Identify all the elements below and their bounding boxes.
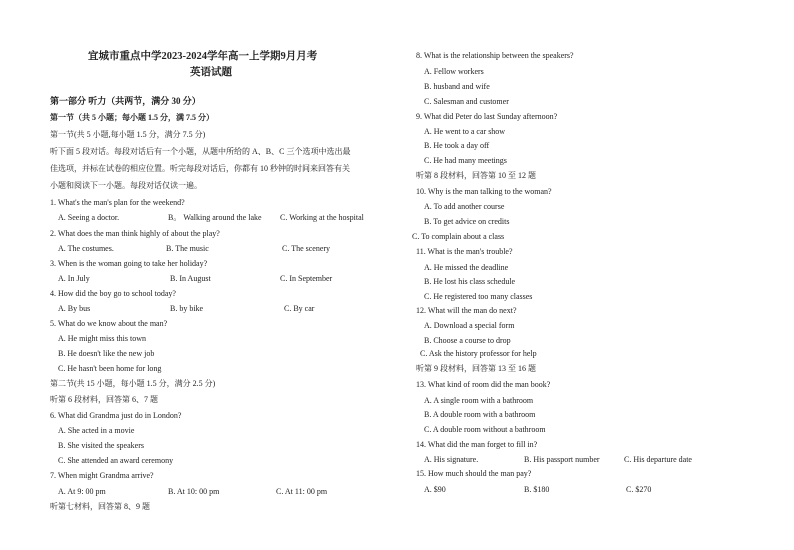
option-13c: C. A double room without a bathroom <box>424 425 546 434</box>
option-10b: B. To get advice on credits <box>424 217 510 226</box>
option-6a: A. She acted in a movie <box>58 426 135 435</box>
option-4a: A. By bus <box>58 304 91 313</box>
option-7b: B. At 10: 00 pm <box>168 487 220 496</box>
question-8: 8. What is the relationship between the speakers? <box>416 51 574 60</box>
option-15b: B. $180 <box>524 485 550 494</box>
question-15: 15. How much should the man pay? <box>416 469 532 478</box>
question-9: 9. What did Peter do last Sunday afternoon? <box>416 112 558 121</box>
option-8c: C. Salesman and customer <box>424 97 509 106</box>
question-13: 13. What kind of room did the man book? <box>416 380 551 389</box>
option-15a: A. $90 <box>424 485 446 494</box>
option-12c: C. Ask the history professor for help <box>420 349 537 358</box>
option-2a: A. The costumes. <box>58 244 114 253</box>
question-3: 3. When is the woman going to take her holiday? <box>50 259 208 268</box>
exam-title: 宜城市重点中学2023-2024学年高一上学期9月月考 <box>88 51 318 62</box>
question-10: 10. Why is the man talking to the woman? <box>416 187 552 196</box>
option-13b: B. A double room with a bathroom <box>424 410 536 419</box>
listening-instruction: 听第 8 段材料，回答第 10 至 12 题 <box>416 171 536 180</box>
option-2b: B. The music <box>166 244 209 253</box>
instructions-line: 听下面 5 段对话。每段对话后有一个小题，从题中所给的 A、B、C 三个选项中选出最 <box>50 147 351 156</box>
option-10a: A. To add another course <box>424 202 505 211</box>
option-3a: A. In July <box>58 274 90 283</box>
option-15c: C. $270 <box>626 485 652 494</box>
question-12: 12. What will the man do next? <box>416 306 517 315</box>
option-5c: C. He hasn't been home for long <box>58 364 162 373</box>
option-14a: A. His signature. <box>424 455 479 464</box>
instructions-line: 小题和阅读下一小题。每段对话仅读一遍。 <box>50 181 202 190</box>
option-9a: A. He went to a car show <box>424 127 506 136</box>
question-4: 4. How did the boy go to school today? <box>50 289 176 298</box>
section1-heading-bold: 第一节（共 5 小题；每小题 1.5 分，满 7.5 分） <box>50 113 214 122</box>
option-10c: C. To complain about a class <box>412 232 505 241</box>
option-4c: C. By car <box>284 304 315 313</box>
option-6b: B. She visited the speakers <box>58 441 144 450</box>
part1-heading: 第一部分 听力（共两节，满分 30 分） <box>50 96 201 106</box>
question-6: 6. What did Grandma just do in London? <box>50 411 182 420</box>
option-1a: A. Seeing a doctor. <box>58 213 120 222</box>
option-7c: C. At 11: 00 pm <box>276 487 328 496</box>
option-8a: A. Fellow workers <box>424 67 484 76</box>
listening-instruction: 听第 9 段材料，回答第 13 至 16 题 <box>416 364 536 373</box>
option-9b: B. He took a day off <box>424 141 490 150</box>
option-5a: A. He might miss this town <box>58 334 147 343</box>
option-12a: A. Download a special form <box>424 321 515 330</box>
option-13a: A. A single room with a bathroom <box>424 396 534 405</box>
question-7: 7. When might Grandma arrive? <box>50 471 154 480</box>
option-7a: A. At 9: 00 pm <box>58 487 106 496</box>
option-11b: B. He lost his class schedule <box>424 277 516 286</box>
question-1: 1. What's the man's plan for the weekend? <box>50 198 185 207</box>
option-2c: C. The scenery <box>282 244 331 253</box>
option-11a: A. He missed the deadline <box>424 263 509 272</box>
exam-subtitle: 英语试题 <box>190 67 232 78</box>
option-14c: C. His departure date <box>624 455 692 464</box>
option-8b: B. husband and wife <box>424 82 490 91</box>
option-4b: B. by bike <box>170 304 204 313</box>
option-3c: C. In September <box>280 274 333 283</box>
section1-heading: 第一节(共 5 小题,每小题 1.5 分，满分 7.5 分) <box>50 130 206 139</box>
section2-heading: 第二节(共 15 小题，每小题 1.5 分，满分 2.5 分) <box>50 379 216 388</box>
option-9c: C. He had many meetings <box>424 156 507 165</box>
option-12b: B. Choose a course to drop <box>424 336 511 345</box>
listening-instruction: 听第 6 段材料，回答第 6、7 题 <box>50 395 158 404</box>
option-11c: C. He registered too many classes <box>424 292 533 301</box>
option-3b: B. In August <box>170 274 211 283</box>
option-1c: C. Working at the hospital <box>280 213 364 222</box>
question-2: 2. What does the man think highly of about the play? <box>50 229 220 238</box>
option-6c: C. She attended an award ceremony <box>58 456 174 465</box>
option-14b: B. His passport number <box>524 455 600 464</box>
question-5: 5. What do we know about the man? <box>50 319 168 328</box>
option-5b: B. He doesn't like the new job <box>58 349 155 358</box>
listening-instruction: 听第七材料，回答第 8、9 题 <box>50 502 150 511</box>
option-1b: B。 Walking around the lake <box>168 213 262 222</box>
question-14: 14. What did the man forget to fill in? <box>416 440 538 449</box>
instructions-line: 佳选项，并标在试卷的相应位置。听完每段对话后，你都有 10 秒钟的时间来回答有关 <box>50 164 350 173</box>
question-11: 11. What is the man's trouble? <box>416 247 513 256</box>
